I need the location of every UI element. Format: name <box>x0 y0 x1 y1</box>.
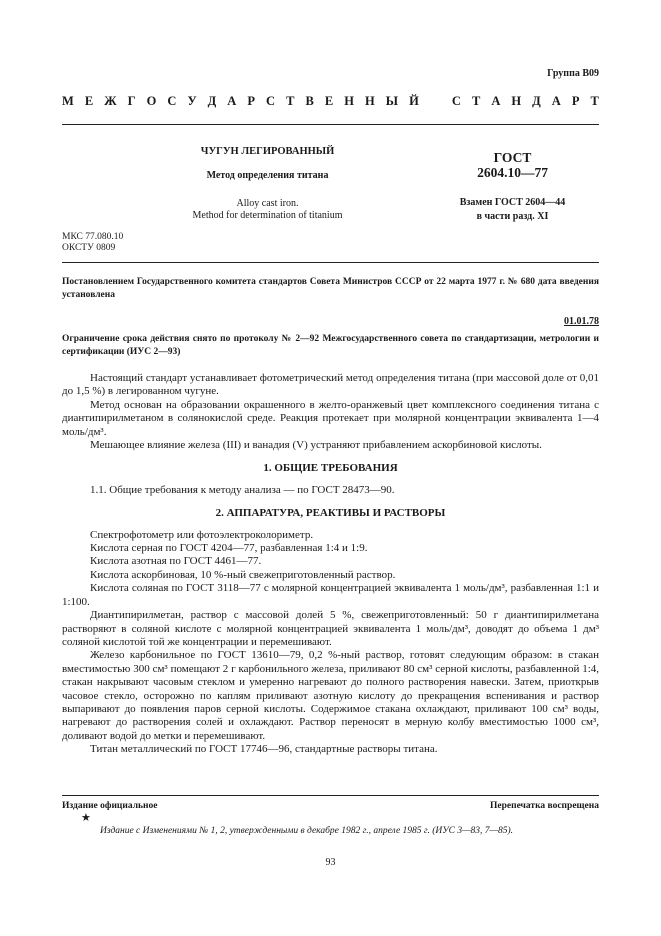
mks-code: МКС 77.080.10 <box>62 232 124 242</box>
document-title: ЧУГУН ЛЕГИРОВАННЫЙ <box>200 146 335 157</box>
reprint-prohibited-label: Перепечатка воспрещена <box>489 801 599 811</box>
limitation-note: Ограничение срока действия снято по протоколу № 2—92 Межгосударственного совета по стандартизации, метрологии и сертификации (ИУС 2—93) <box>62 334 599 357</box>
header-divider <box>62 124 599 125</box>
gost-number: 2604.10—77 <box>477 165 548 180</box>
banner-letter: Р <box>571 94 580 108</box>
decree-text: Постановлением Государственного комитета стандартов Совета Министров СССР от 22 марта 1977 г. № 680 дата введения установлена <box>62 277 599 300</box>
document-body <box>62 372 599 757</box>
banner-letter: Г <box>127 94 136 108</box>
title-block <box>150 146 385 222</box>
group-code: Группа В09 <box>547 68 599 79</box>
banner-letter: М <box>62 94 74 108</box>
banner-letter: У <box>187 94 197 108</box>
banner-letter: С <box>266 94 276 108</box>
banner-letter: Н <box>344 94 354 108</box>
codes-divider <box>62 262 599 263</box>
footer-divider <box>62 795 599 796</box>
intro-paragraph: Мешающее влияние железа (III) и ванадия (V) устраняют прибавлением аскорбиновой кислоты. <box>90 439 542 452</box>
section-heading-apparatus: 2. АППАРАТУРА, РЕАКТИВЫ И РАСТВОРЫ <box>215 507 446 520</box>
banner-letter: Н <box>511 94 522 108</box>
introduction-date: 01.01.78 <box>564 316 599 327</box>
page-number: 93 <box>325 857 336 868</box>
section-paragraph: 1.1. Общие требования к методу анализа — по ГОСТ 28473—90. <box>90 483 395 496</box>
banner-letter: Н <box>364 94 375 108</box>
reagent-item: Железо карбонильное по ГОСТ 13610—79, 0,2 %-ный раствор, готовят следующим образом: в стакан вместимостью 300 см³ помещают 2 г карбонильного железа, приливают 80 см³ серной кислоты, разбавленной 1:4, стакан накрывают часовым стеклом и умеренно нагревают до полного растворения навески. Затем, приоткрыв часовое стекло, осторожно по каплям приливают азотную кислоту до прекращения вспенивания и раствор выпаривают до появления паров серной кислоты. Содержимое стакана охлаждают, приливают 100 см³ воды, нагревают до растворения солей и охлаждают. Раствор переносят в мерную колбу вместимостью 1000 см³, доливают водой до метки и перемешивают. <box>62 649 599 742</box>
banner-letter: С <box>167 94 177 108</box>
banner-letter: Р <box>247 94 255 108</box>
reagent-item: Спектрофотометр или фотоэлектроколориметр. <box>90 528 314 541</box>
banner-letter: Т <box>471 94 481 108</box>
banner-letter: С <box>451 94 461 108</box>
english-title-line: Method for determination of titanium <box>192 210 343 221</box>
reagent-item: Титан металлический по ГОСТ 17746—96, стандартные растворы титана. <box>90 743 438 756</box>
banner-letter: Е <box>324 94 334 108</box>
banner-letter: Е <box>84 94 94 108</box>
english-title <box>150 198 385 222</box>
banner-letter: Ж <box>104 94 117 108</box>
official-edition-label: Издание официальное <box>62 801 158 811</box>
gost-number-block <box>440 150 585 180</box>
english-title-line: Alloy cast iron. <box>236 198 299 209</box>
replacement-line: в части разд. XI <box>476 211 549 222</box>
banner-letter: Д <box>207 94 217 108</box>
replacement-line: Взамен ГОСТ 2604—44 <box>459 197 566 208</box>
banner-letter: Т <box>590 94 599 108</box>
replacement-note <box>440 196 585 224</box>
reagent-item: Диантипирилметан, раствор с массовой долей 5 %, свежеприготовленный: 50 г диантипирилметана растворяют в соляной кислоте с молярной концентрацией эквивалента 1 моль/дм³, доводят до объема 1 дм³ соляной кислотой той же концентрации и перемешивают. <box>62 609 599 648</box>
reagent-item: Кислота азотная по ГОСТ 4461—77. <box>90 555 262 568</box>
classification-codes <box>62 232 123 254</box>
okstu-code: ОКСТУ 0809 <box>62 243 116 253</box>
gost-label: ГОСТ <box>493 150 532 165</box>
banner-letter: Т <box>286 94 295 108</box>
banner-letter: А <box>491 94 501 108</box>
banner-letter: О <box>146 94 157 108</box>
banner-letter: В <box>305 94 314 108</box>
banner-letter: А <box>551 94 561 108</box>
banner-letter: Ы <box>385 94 399 108</box>
section-heading-general: 1. ОБЩИЕ ТРЕБОВАНИЯ <box>263 462 398 475</box>
intro-paragraph: Метод основан на образовании окрашенного в желто-оранжевый цвет комплексного соединения титана с диантипирилметаном в солянокислой среде. Реакция протекает при молярной концентрации эквивалента 1—4 моль/дм³. <box>62 398 599 438</box>
banner-letter: А <box>227 94 237 108</box>
banner-letter: Й <box>409 94 419 108</box>
reagent-item: Кислота серная по ГОСТ 4204—77, разбавленная 1:4 и 1:9. <box>90 542 368 555</box>
intro-paragraph: Настоящий стандарт устанавливает фотометрический метод определения титана (при массовой доле от 0,01 до 1,5 %) в легированном чугуне. <box>62 372 599 398</box>
method-title: Метод определения титана <box>206 170 329 181</box>
edition-note: Издание с Изменениями № 1, 2, утвержденными в декабре 1982 г., апреле 1985 г. (ИУС 3—83, 7—85). <box>100 826 514 836</box>
reagent-item: Кислота соляная по ГОСТ 3118—77 с молярной концентрацией эквивалента 1 моль/дм³, разбавленная 1:1 и 1:100. <box>62 582 599 608</box>
reagent-item: Кислота аскорбиновая, 10 %-ный свежеприготовленный раствор. <box>90 568 396 581</box>
interstate-standard-banner <box>62 94 599 109</box>
banner-letter: Д <box>532 94 541 108</box>
star-icon: ★ <box>81 812 91 824</box>
